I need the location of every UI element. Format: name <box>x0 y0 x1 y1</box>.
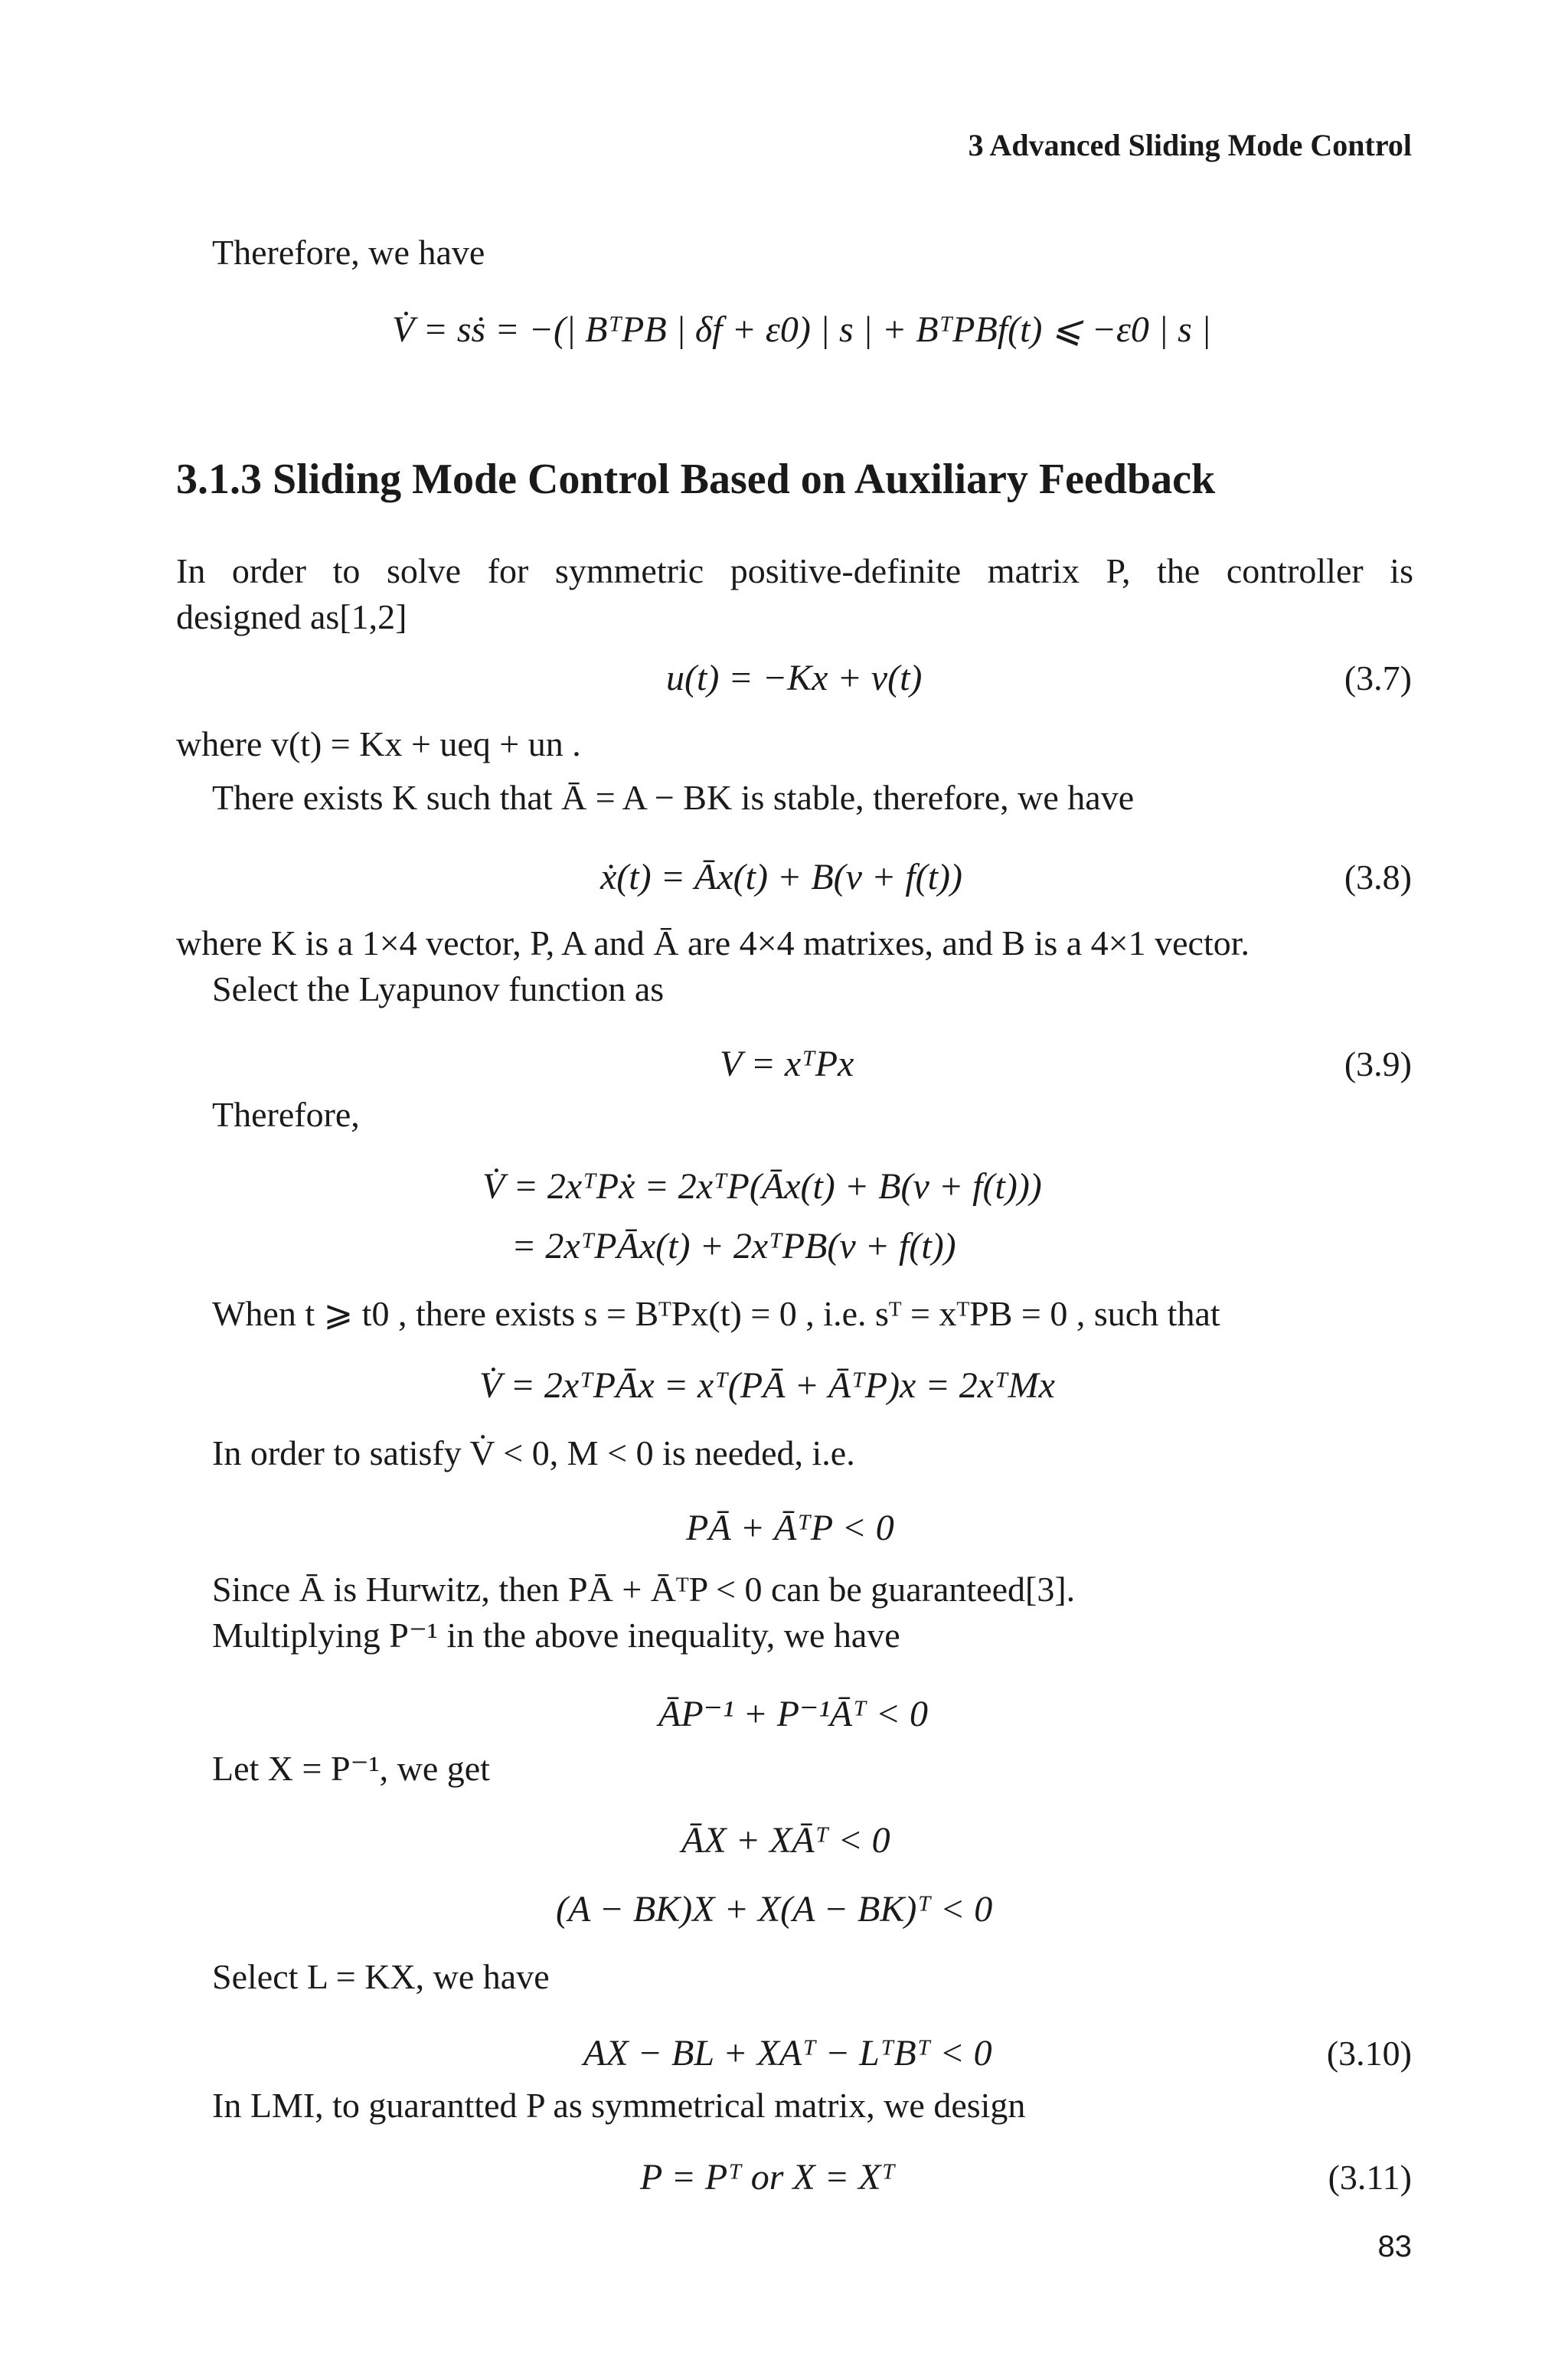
equation-number-3-9: (3.9) <box>1344 1044 1412 1083</box>
paragraph-intro-line2: designed as[1,2] <box>176 597 407 636</box>
paragraph-there-exists-k: There exists K such that Ā = A − BK is stable, therefore, we have <box>212 778 1135 817</box>
paragraph-since-hurwitz: Since Ā is Hurwitz, then PĀ + ĀᵀP < 0 can be guaranteed[3]. <box>212 1570 1076 1609</box>
equation-3-11: P = Pᵀ or X = Xᵀ <box>640 2157 895 2198</box>
paragraph-let-x: Let X = P⁻¹, we get <box>212 1749 490 1788</box>
equation-vdot-m: V̇ = 2xᵀPĀx = xᵀ(PĀ + ĀᵀP)x = 2xᵀMx <box>479 1365 1055 1406</box>
section-heading: 3.1.3 Sliding Mode Control Based on Auxiliary Feedback <box>176 456 1216 503</box>
equation-number-3-11: (3.11) <box>1328 2158 1412 2197</box>
equation-vdot-line2: = 2xᵀPĀx(t) + 2xᵀPB(v + f(t)) <box>511 1226 956 1266</box>
paragraph-in-order-to-satisfy: In order to satisfy V̇ < 0, M < 0 is needed, i.e. <box>212 1433 855 1472</box>
equation-inequality-1: PĀ + ĀᵀP < 0 <box>686 1508 894 1548</box>
paragraph-intro-line1: In order to solve for symmetric positive-definite matrix P, the controller is <box>176 551 1413 590</box>
equation-number-3-8: (3.8) <box>1344 858 1412 897</box>
equation-inequality-2: ĀP⁻¹ + P⁻¹Āᵀ < 0 <box>658 1694 929 1734</box>
paragraph-when-t: When t ⩾ t0 , there exists s = BᵀPx(t) = 0 , i.e. sᵀ = xᵀPB = 0 , such that <box>212 1294 1220 1333</box>
paragraph-multiplying: Multiplying P⁻¹ in the above inequality, we have <box>212 1616 900 1655</box>
equation-number-3-10: (3.10) <box>1326 2034 1412 2073</box>
paragraph-where-v: where v(t) = Kx + ueq + un . <box>176 724 581 763</box>
page-number: 83 <box>1377 2230 1412 2263</box>
paragraph-in-lmi: In LMI, to guarantted P as symmetrical matrix, we design <box>212 2086 1026 2125</box>
paragraph-therefore-we-have: Therefore, we have <box>212 233 485 272</box>
running-header: 3 Advanced Sliding Mode Control <box>968 128 1412 162</box>
paragraph-dimensions: where K is a 1×4 vector, P, A and Ā are 4×4 matrixes, and B is a 4×1 vector. <box>176 923 1250 962</box>
paragraph-select-l: Select L = KX, we have <box>212 1957 550 1996</box>
equation-3-7: u(t) = −Kx + v(t) <box>666 658 923 698</box>
equation-3-9: V = xᵀPx <box>720 1044 854 1084</box>
equation-inequality-4: (A − BK)X + X(A − BK)ᵀ < 0 <box>556 1889 993 1930</box>
equation-vdot-line1: V̇ = 2xᵀPẋ = 2xᵀP(Āx(t) + B(v + f(t))) <box>482 1166 1042 1207</box>
paragraph-therefore: Therefore, <box>212 1095 360 1134</box>
equation-number-3-7: (3.7) <box>1344 658 1412 698</box>
equation-inequality-3: ĀX + XĀᵀ < 0 <box>681 1820 890 1861</box>
equation-3-8: ẋ(t) = Āx(t) + B(v + f(t)) <box>600 857 962 897</box>
paragraph-select-lyapunov: Select the Lyapunov function as <box>212 969 665 1008</box>
equation-3-10: AX − BL + XAᵀ − LᵀBᵀ < 0 <box>583 2033 992 2073</box>
equation-vdot-bound: V̇ = sṡ = −(| BᵀPB | δf + ε0) | s | + BᵀPBf(t) ⩽ −ε0 | s | <box>392 309 1211 350</box>
